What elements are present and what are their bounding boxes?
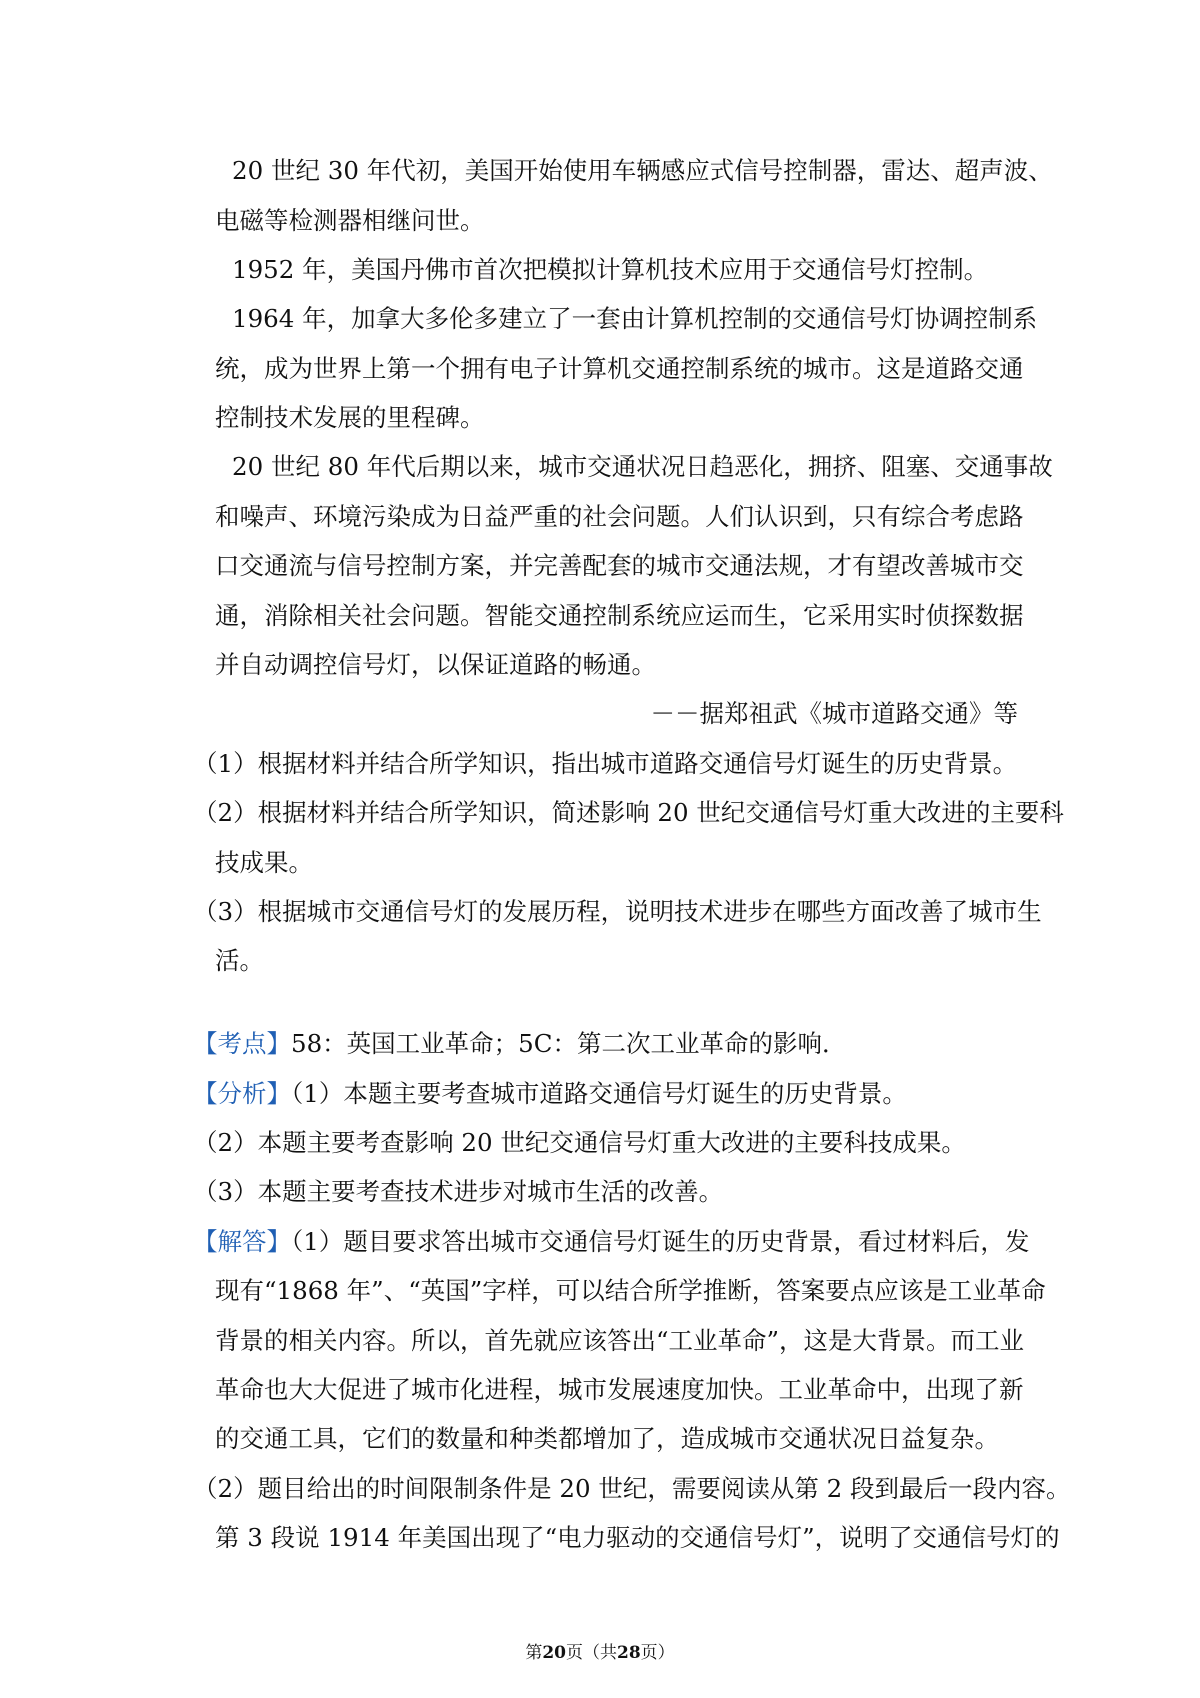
question-3-line1: （3）根据城市交通信号灯的发展历程，说明技术进步在哪些方面改善了城市生 — [193, 897, 1042, 926]
fenxi-line1: （1）本题主要考查城市道路交通信号灯诞生的历史背景。 — [291, 1079, 907, 1108]
material-p3-line3: 控制技术发展的里程碑。 — [215, 403, 485, 432]
material-p4-line2: 和噪声、环境污染成为日益严重的社会问题。人们认识到，只有综合考虑路 — [215, 502, 1024, 531]
jieda-tag: 【解答】 — [193, 1227, 291, 1256]
question-2-line1: （2）根据材料并结合所学知识，简述影响 20 世纪交通信号灯重大改进的主要科 — [193, 798, 1064, 827]
material-p4-line1: 20 世纪 80 年代后期以来，城市交通状况日趋恶化，拥挤、阻塞、交通事故 — [232, 452, 1053, 481]
kaodian-row — [193, 1027, 1018, 1061]
footer-page-number: 20 — [542, 1643, 566, 1663]
jieda-1-line4: 革命也大大促进了城市化进程，城市发展速度加快。工业革命中，出现了新 — [215, 1375, 1024, 1404]
jieda-1-line3: 背景的相关内容。所以，首先就应该答出“工业革命”，这是大背景。而工业 — [215, 1326, 1025, 1355]
fenxi-line2: （2）本题主要考查影响 20 世纪交通信号灯重大改进的主要科技成果。 — [193, 1128, 966, 1157]
footer-prefix: 第 — [525, 1643, 543, 1663]
kaodian-tag: 【考点】 — [193, 1029, 291, 1058]
jieda-2-line2: 第 3 段说 1914 年美国出现了“电力驱动的交通信号灯”，说明了交通信号灯的 — [215, 1523, 1060, 1552]
kaodian-text: 58：英国工业革命；5C：第二次工业革命的影响． — [291, 1029, 847, 1058]
material-p4-line5: 并自动调控信号灯，以保证道路的畅通。 — [215, 650, 656, 679]
jieda-1-line1: （1）题目要求答出城市交通信号灯诞生的历史背景，看过材料后，发 — [291, 1227, 1030, 1256]
jieda-row — [193, 1225, 1030, 1259]
jieda-2-line1: （2）题目给出的时间限制条件是 20 世纪，需要阅读从第 2 段到最后一段内容。 — [193, 1474, 1071, 1503]
material-p3-line2: 统，成为世界上第一个拥有电子计算机交通控制系统的城市。这是道路交通 — [215, 354, 1024, 383]
material-p2-line1: 1952 年，美国丹佛市首次把模拟计算机技术应用于交通信号灯控制。 — [232, 255, 989, 284]
jieda-1-line5: 的交通工具，它们的数量和种类都增加了，造成城市交通状况日益复杂。 — [215, 1424, 999, 1453]
question-2-line2: 技成果。 — [215, 848, 313, 877]
jieda-1-line2: 现有“1868 年”、“英国”字样，可以结合所学推断，答案要点应该是工业革命 — [215, 1276, 1046, 1305]
fenxi-line3: （3）本题主要考查技术进步对城市生活的改善。 — [193, 1177, 724, 1206]
material-p4-line4: 通，消除相关社会问题。智能交通控制系统应运而生，它采用实时侦探数据 — [215, 601, 1024, 630]
page-footer — [0, 1641, 1200, 1665]
material-p1-line2: 电磁等检测器相继问世。 — [215, 206, 485, 235]
footer-total-pages: 28 — [617, 1643, 641, 1663]
fenxi-tag: 【分析】 — [193, 1079, 291, 1108]
fenxi-row — [193, 1077, 1018, 1111]
footer-suffix: 页） — [640, 1643, 675, 1663]
material-p4-line3: 口交通流与信号控制方案，并完善配套的城市交通法规，才有望改善城市交 — [215, 551, 1024, 580]
footer-middle: 页（共 — [566, 1643, 617, 1663]
question-1-line1: （1）根据材料并结合所学知识，指出城市道路交通信号灯诞生的历史背景。 — [193, 749, 1018, 778]
material-source: －－据郑祖武《城市道路交通》等 — [650, 699, 1018, 728]
question-3-line2: 活。 — [215, 946, 264, 975]
material-p3-line1: 1964 年，加拿大多伦多建立了一套由计算机控制的交通信号灯协调控制系 — [232, 304, 1038, 333]
material-p1-line1: 20 世纪 30 年代初，美国开始使用车辆感应式信号控制器，雷达、超声波、 — [232, 156, 1053, 185]
